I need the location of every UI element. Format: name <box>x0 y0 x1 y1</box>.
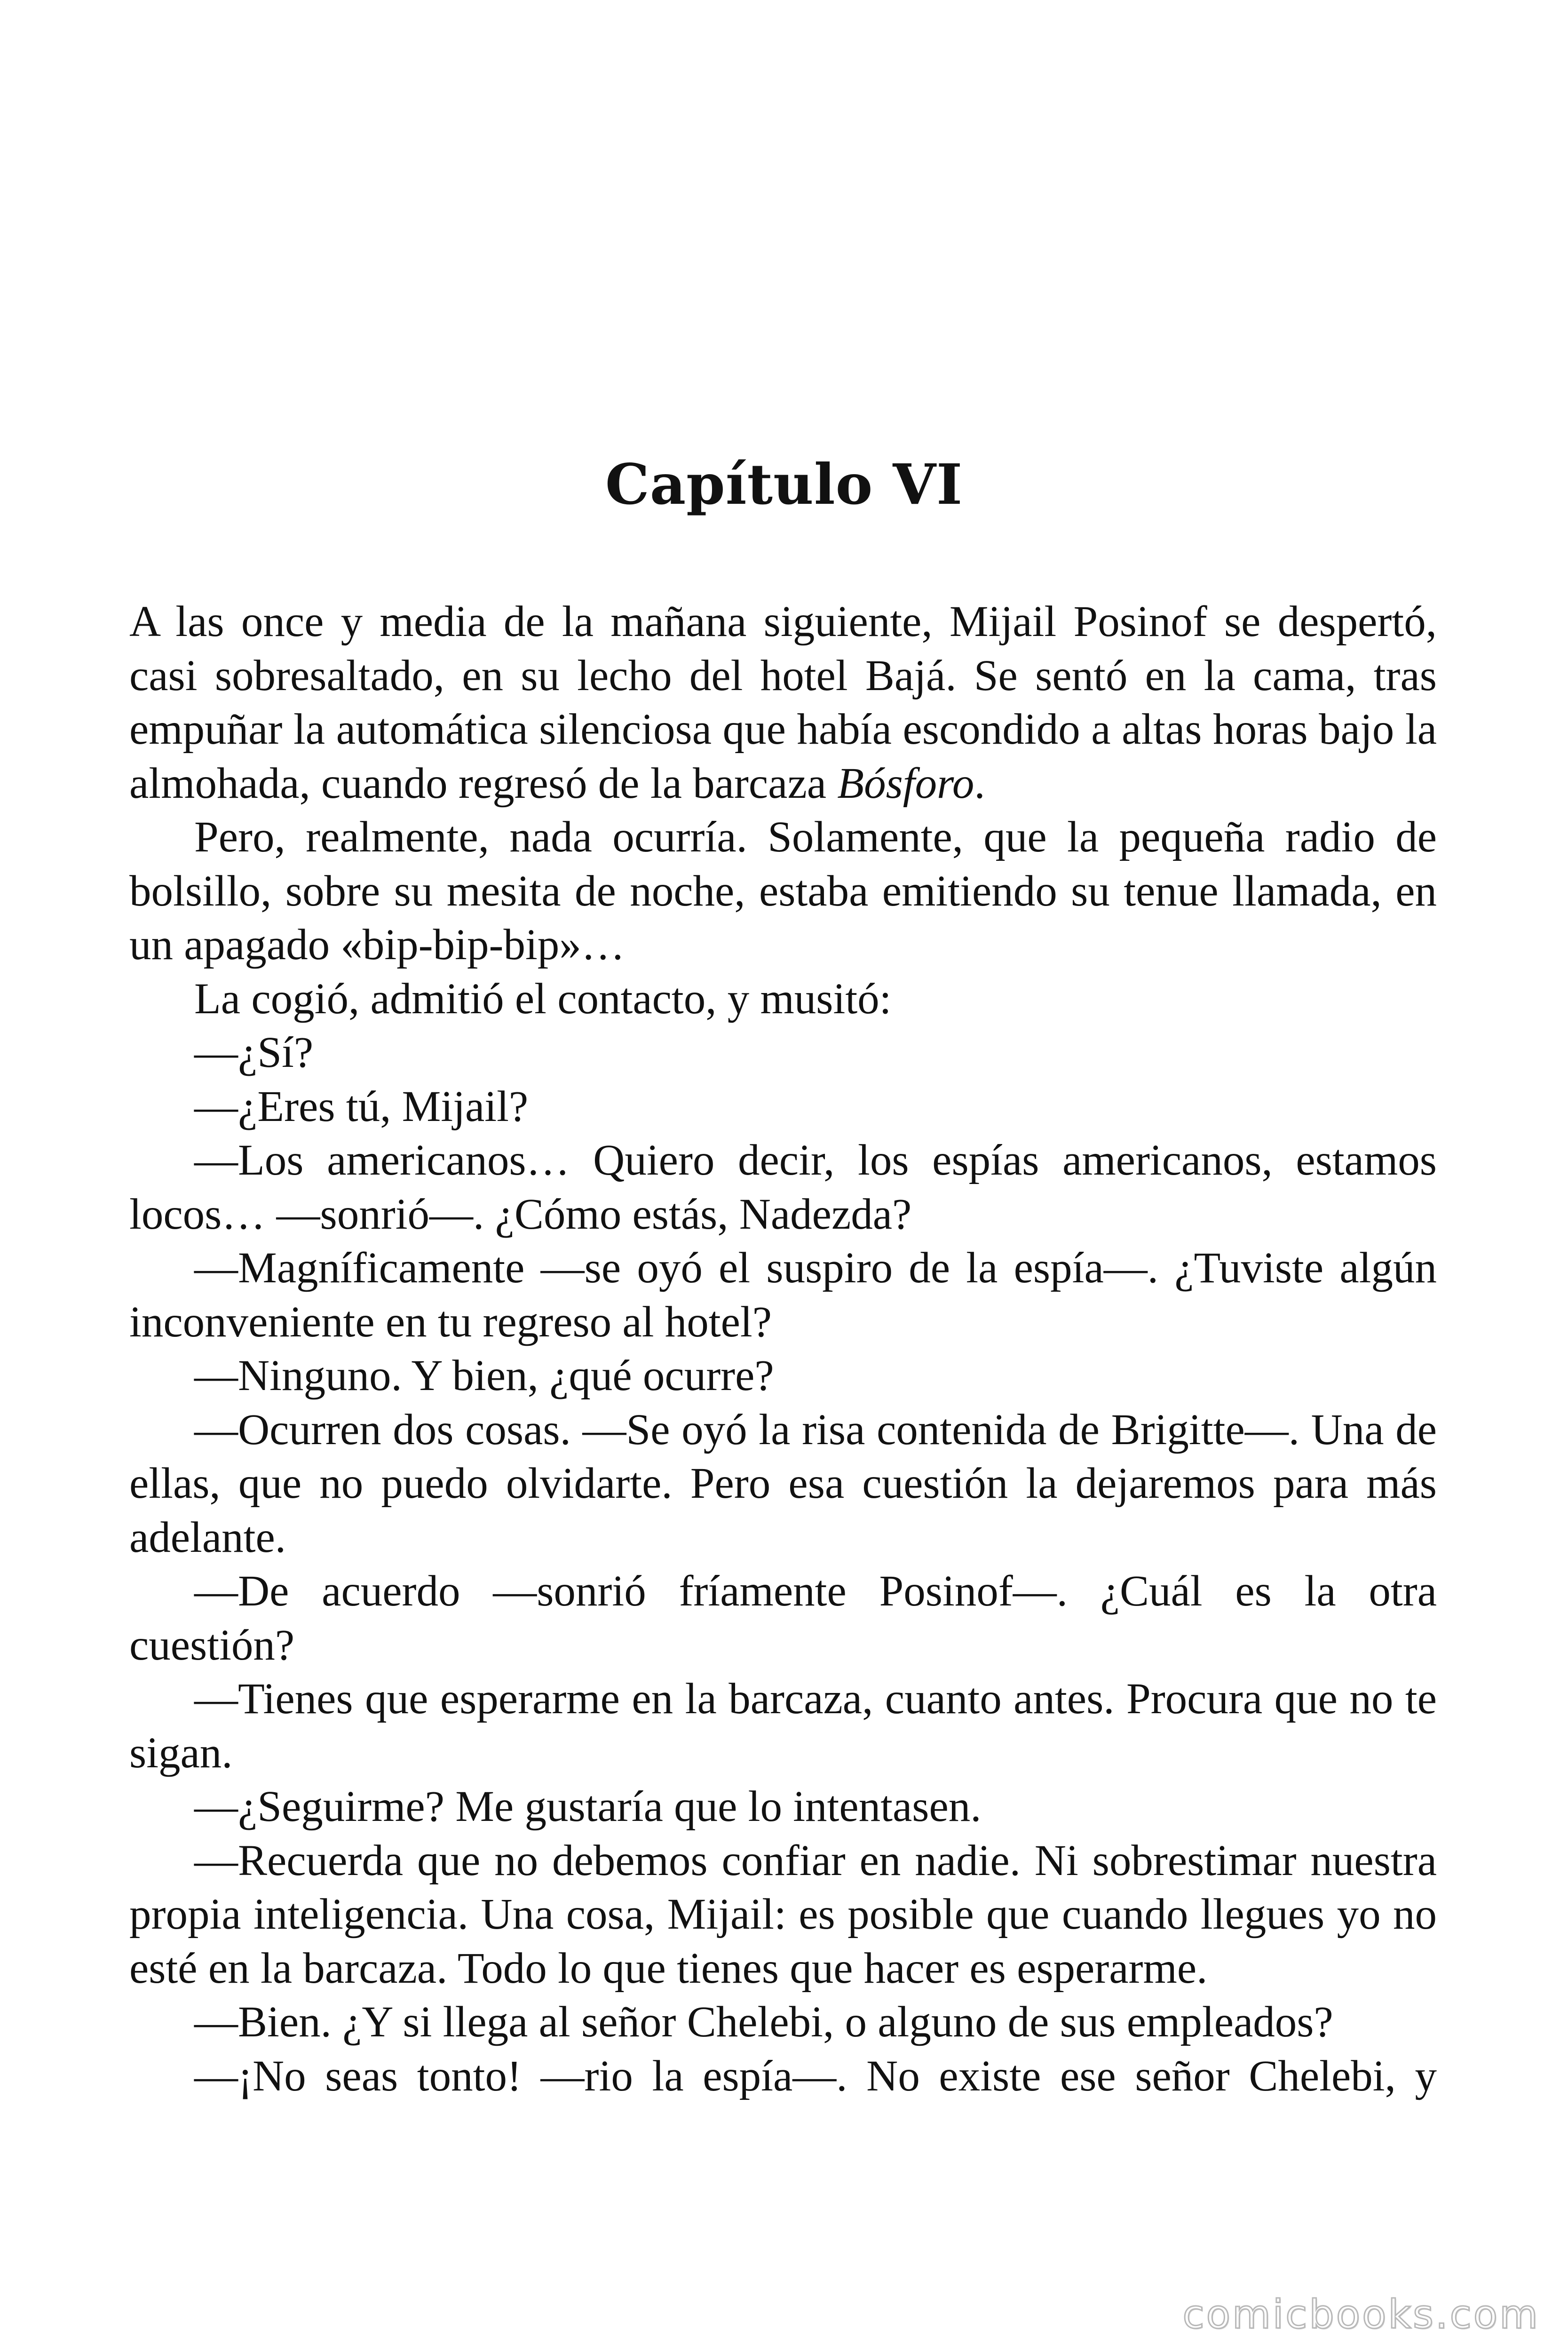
paragraph: —Bien. ¿Y si llega al señor Chelebi, o alguno de sus empleados? <box>194 1998 1333 2046</box>
paragraph: —Ninguno. Y bien, ¿qué ocurre? <box>194 1351 774 1400</box>
paragraph: —¡No seas tonto! —rio la espía—. No existe ese señor Chelebi, y <box>194 2051 1437 2100</box>
paragraph: —¿Sí? <box>194 1028 314 1077</box>
paragraph: —¿Seguirme? Me gustaría que lo intentasen. <box>194 1782 982 1831</box>
paragraph: —Ocurren dos cosas. —Se oyó la risa contenida de Brigitte—. Una de ellas, que no puedo olvidarte. Pero esa cuestión la dejaremos para más adelante. <box>129 1405 1437 1562</box>
paragraph: La cogió, admitió el contacto, y musitó: <box>194 974 892 1023</box>
paragraph: —Recuerda que no debemos confiar en nadie. Ni sobrestimar nuestra propia inteligencia. Una cosa, Mijail: es posible que cuando llegues yo no esté en la barcaza. Todo lo que tienes que hacer es esperarme. <box>129 1836 1437 1993</box>
watermark: comicbooks.com <box>1182 2291 1540 2337</box>
paragraph: —Los americanos… Quiero decir, los espías americanos, estamos locos… —sonrió—. ¿Cómo estás, Nadezda? <box>129 1136 1437 1239</box>
chapter-title: Capítulo VI <box>605 452 963 517</box>
paragraph: —Tienes que esperarme en la barcaza, cuanto antes. Procura que no te sigan. <box>129 1675 1437 1777</box>
paragraph: —Magníficamente —se oyó el suspiro de la espía—. ¿Tuviste algún inconveniente en tu regreso al hotel? <box>129 1244 1437 1346</box>
chapter-body <box>129 595 1437 2103</box>
paragraph: —¿Eres tú, Mijail? <box>194 1082 529 1131</box>
vessel-name-italic: Bósforo <box>837 759 974 808</box>
paragraph: —De acuerdo —sonrió fríamente Posinof—. ¿Cuál es la otra cuestión? <box>129 1567 1437 1669</box>
paragraph: Pero, realmente, nada ocurría. Solamente, que la pequeña radio de bolsillo, sobre su mesita de noche, estaba emitiendo su tenue llamada, en un apagado «bip-bip-bip»… <box>129 813 1437 969</box>
paragraph: A las once y media de la mañana siguiente, Mijail Posinof se despertó, casi sobresaltado, en su lecho del hotel Bajá. Se sentó en la cama, tras empuñar la automática silenciosa que había escondido a altas horas bajo la almohada, cuando regresó de la barcaza Bósforo. <box>129 597 1437 808</box>
